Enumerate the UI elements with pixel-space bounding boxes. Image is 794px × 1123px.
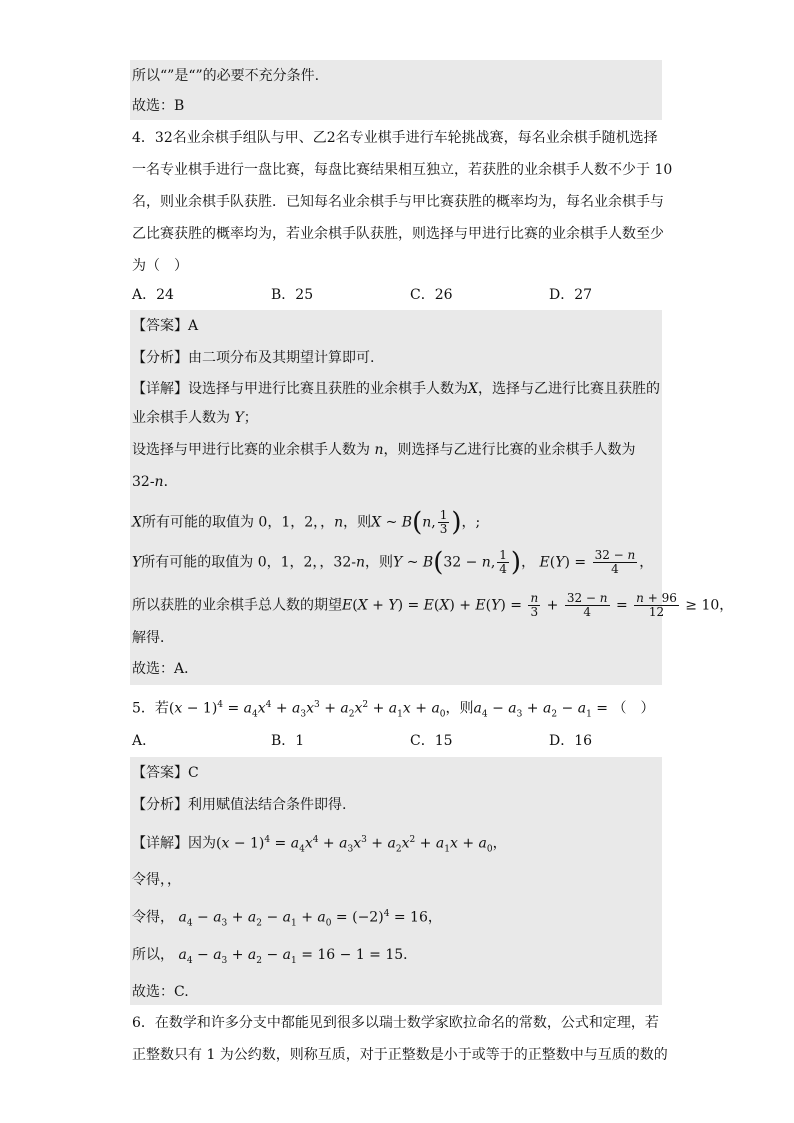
q5-let-1: 令得，，	[132, 872, 181, 888]
q4-stem-line-5: 为（ ）	[132, 258, 188, 274]
q4-detail-text-4: 32-	[132, 474, 155, 490]
q4-detail-text-3b: ，则选择与乙进行比赛的业余棋手人数为	[383, 442, 636, 458]
q4-option-d: D．27	[549, 287, 593, 303]
q4-detail-line-2: 业余棋手人数为 Y；	[132, 410, 258, 426]
q5-option-c: C．15	[410, 733, 453, 749]
q4-stem-line-4: 乙比赛获胜的概率均为，若业余棋手队获胜，则选择与甲进行比赛的业余棋手人数至少	[132, 226, 664, 242]
q4-detail-text-3: 设选择与甲进行比赛的业余棋手人数为	[132, 442, 370, 458]
q4-detail-line-4: 32-n．	[132, 474, 178, 490]
q4-solve: 解得．	[132, 630, 174, 646]
q5-choose: 故选：C.	[132, 984, 189, 1000]
q5-option-b: B．1	[271, 733, 305, 749]
q5-let-2-label: 令得，	[132, 909, 174, 926]
q5-stem-a: 5．若	[132, 700, 169, 717]
q4-option-a: A．24	[132, 287, 174, 303]
q4-detail-text-1b: ，选择与乙进行比赛且获胜的	[477, 381, 660, 397]
q4-y-then: ，则	[365, 554, 393, 571]
q4-option-b: B．25	[271, 287, 314, 303]
q4-detail-line-3: 设选择与甲进行比赛的业余棋手人数为 n，则选择与乙进行比赛的业余棋手人数为	[132, 442, 636, 458]
q4-detail-line-1: 【详解】设选择与甲进行比赛且获胜的业余棋手人数为X，选择与乙进行比赛且获胜的	[132, 381, 660, 397]
q5-stem-b: ，则	[445, 700, 474, 717]
q4-detail-label: 【详解】	[132, 381, 188, 397]
q4-choose: 故选：A．	[132, 661, 199, 677]
q6-stem-line-1: 6．在数学和许多分支中都能见到很多以瑞士数学家欧拉命名的常数，公式和定理，若	[132, 1015, 659, 1031]
q5-let-2: 令得， $a_4 - a_3 + a_2 - a_1 + a_0 = (-2)^4 = 16$，	[132, 909, 442, 929]
q5-so: 所以， $a_4 - a_3 + a_2 - a_1 = 16 - 1 = 15$．	[132, 947, 418, 966]
q5-so-label: 所以，	[132, 947, 174, 963]
q5-detail-line-1: 【详解】因为$(x - 1)^4 = a_4x^4 + a_3x^3 + a_2x^2 + a_1x + a_0$，	[132, 835, 507, 855]
prev-choice: 故选：B	[132, 98, 185, 114]
q4-stem-line-2: 一名专业棋手进行一盘比赛，每盘比赛结果相互独立，若获胜的业余棋手人数不少于 10	[132, 162, 673, 178]
q4-y-values: 所有可能的取值为 0，1，2，，32-	[141, 554, 356, 571]
q5-answer: 【答案】C	[132, 765, 199, 781]
q6-stem-line-2: 正整数只有 1 为公约数，则称互质，对于正整数是小于或等于的正整数中与互质的数的	[132, 1047, 668, 1063]
q4-detail-text-2: 业余棋手人数为	[132, 410, 230, 426]
q4-x-values: 所有可能的取值为 0，1，2，，	[141, 514, 335, 531]
prev-conclusion: 所以“”是“”的必要不充分条件.	[132, 68, 320, 84]
q5-stem-c: （ ）	[612, 700, 655, 717]
q5-detail-label: 【详解】因为	[132, 835, 216, 852]
q4-answer: 【答案】A	[132, 318, 199, 334]
q5-option-d: D．16	[549, 733, 593, 749]
q4-stem-line-1: 4．32名业余棋手组队与甲、乙2名专业棋手进行车轮挑战赛，每名业余棋手随机选择	[132, 130, 658, 146]
q5-option-a: A．	[132, 733, 157, 749]
q4-option-c: C．26	[410, 287, 453, 303]
q5-stem: 5．若$(x - 1)^4 = a_4x^4 + a_3x^3 + a_2x^2 + a_1x + a_0$，则$a_4 - a_3 + a_2 - a_1$ = （ ）	[132, 700, 655, 720]
q4-analysis: 【分析】由二项分布及其期望计算即可.	[132, 350, 375, 366]
q4-detail-text-1a: 设选择与甲进行比赛且获胜的业余棋手人数为	[188, 381, 468, 397]
q4-expectation-label: 所以获胜的业余棋手总人数的期望	[132, 597, 342, 614]
q4-expectation: 所以获胜的业余棋手总人数的期望E(X + Y) = E(X) + E(Y) = $\frac{n}{3}$ + $\frac{32 - n}{4}$ = $\frac{n + 96}{12}$ ≥ 10，	[132, 591, 734, 619]
q4-stem-line-3: 名，则业余棋手队获胜．已知每名业余棋手与甲比赛获胜的概率均为，每名业余棋手与	[132, 194, 664, 210]
q4-y-distribution: Y所有可能的取值为 0，1，2，，32-n，则Y ~ B(32 − n, $\frac{1}{4}$ )， E(Y) = $\frac{32 - n}{4}$ ，	[132, 547, 654, 578]
q4-x-distribution: X所有可能的取值为 0，1，2，，n，则X ~ B(n, $\frac{1}{3}$ )，;	[132, 507, 481, 538]
q4-x-then: ，则	[343, 514, 372, 531]
q5-analysis: 【分析】利用赋值法结合条件即得.	[132, 797, 347, 813]
